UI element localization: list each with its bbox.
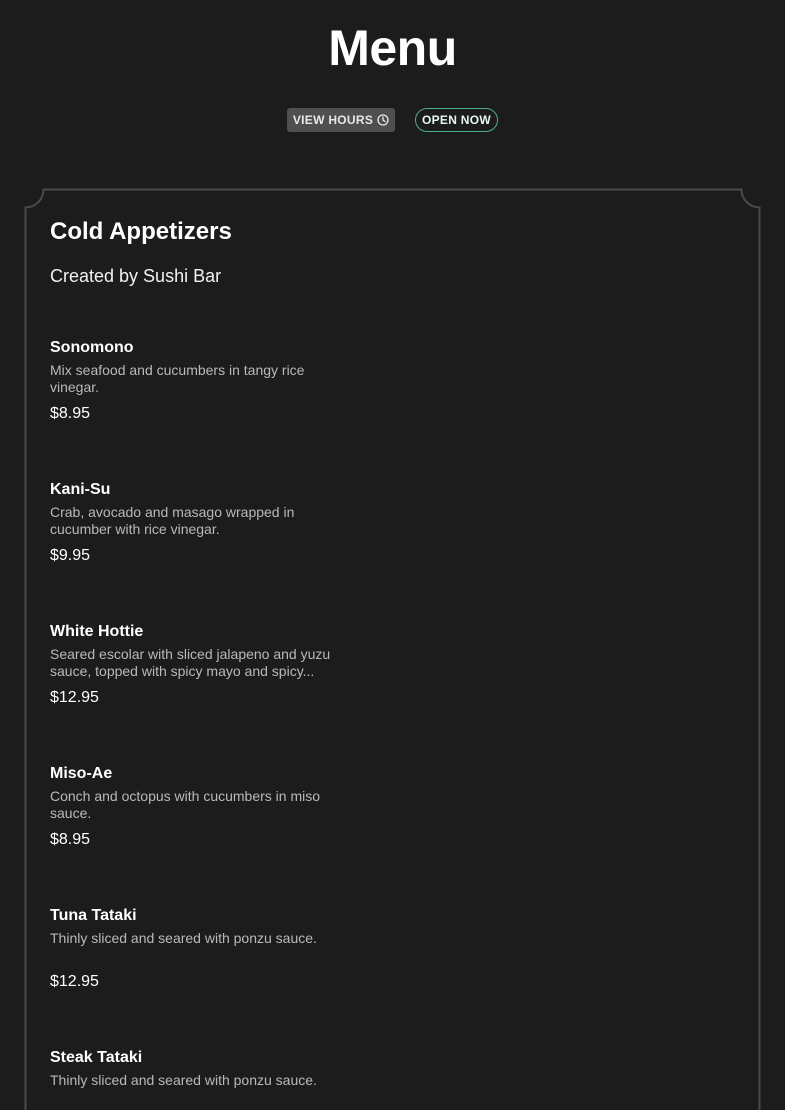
open-now-badge: OPEN NOW: [415, 108, 498, 132]
item-price: $8.95: [50, 831, 91, 848]
menu-item[interactable]: [50, 478, 350, 620]
item-price: $12.95: [50, 689, 99, 706]
page-title: Menu: [328, 20, 457, 76]
item-name: Tuna Tataki: [50, 907, 137, 924]
menu-item[interactable]: [50, 1046, 350, 1110]
item-name: Miso-Ae: [50, 765, 113, 782]
menu-item[interactable]: [50, 762, 350, 904]
item-price: $9.95: [50, 547, 91, 564]
clock-icon: [377, 114, 389, 126]
view-hours-label: VIEW HOURS: [292, 113, 374, 127]
item-description: Mix seafood and cucumbers in tangy rice vinegar.: [50, 362, 305, 395]
item-description: Thinly sliced and seared with ponzu sauce.: [50, 930, 317, 946]
section-subtitle: Created by Sushi Bar: [50, 266, 222, 286]
item-name: White Hottie: [50, 623, 144, 640]
item-price: $12.95: [50, 973, 99, 990]
item-name: Steak Tataki: [50, 1049, 143, 1066]
item-price: $8.95: [50, 405, 91, 422]
view-hours-button[interactable]: [287, 108, 395, 132]
item-name: Sonomono: [50, 339, 134, 356]
item-description: Seared escolar with sliced jalapeno and yuzu sauce, topped with spicy mayo and spicy...: [50, 646, 331, 679]
menu-item[interactable]: [50, 620, 350, 762]
menu-item[interactable]: [50, 336, 350, 478]
menu-item-list: [50, 336, 350, 1110]
item-description: Thinly sliced and seared with ponzu sauce.: [50, 1072, 317, 1088]
section-title: Cold Appetizers: [50, 218, 232, 245]
hours-row: [0, 108, 785, 132]
menu-item[interactable]: [50, 904, 350, 1046]
item-description: Crab, avocado and masago wrapped in cucumber with rice vinegar.: [50, 504, 295, 537]
menu-section-card: [24, 188, 761, 1110]
item-name: Kani-Su: [50, 481, 111, 498]
item-description: Conch and octopus with cucumbers in miso sauce.: [50, 788, 321, 821]
